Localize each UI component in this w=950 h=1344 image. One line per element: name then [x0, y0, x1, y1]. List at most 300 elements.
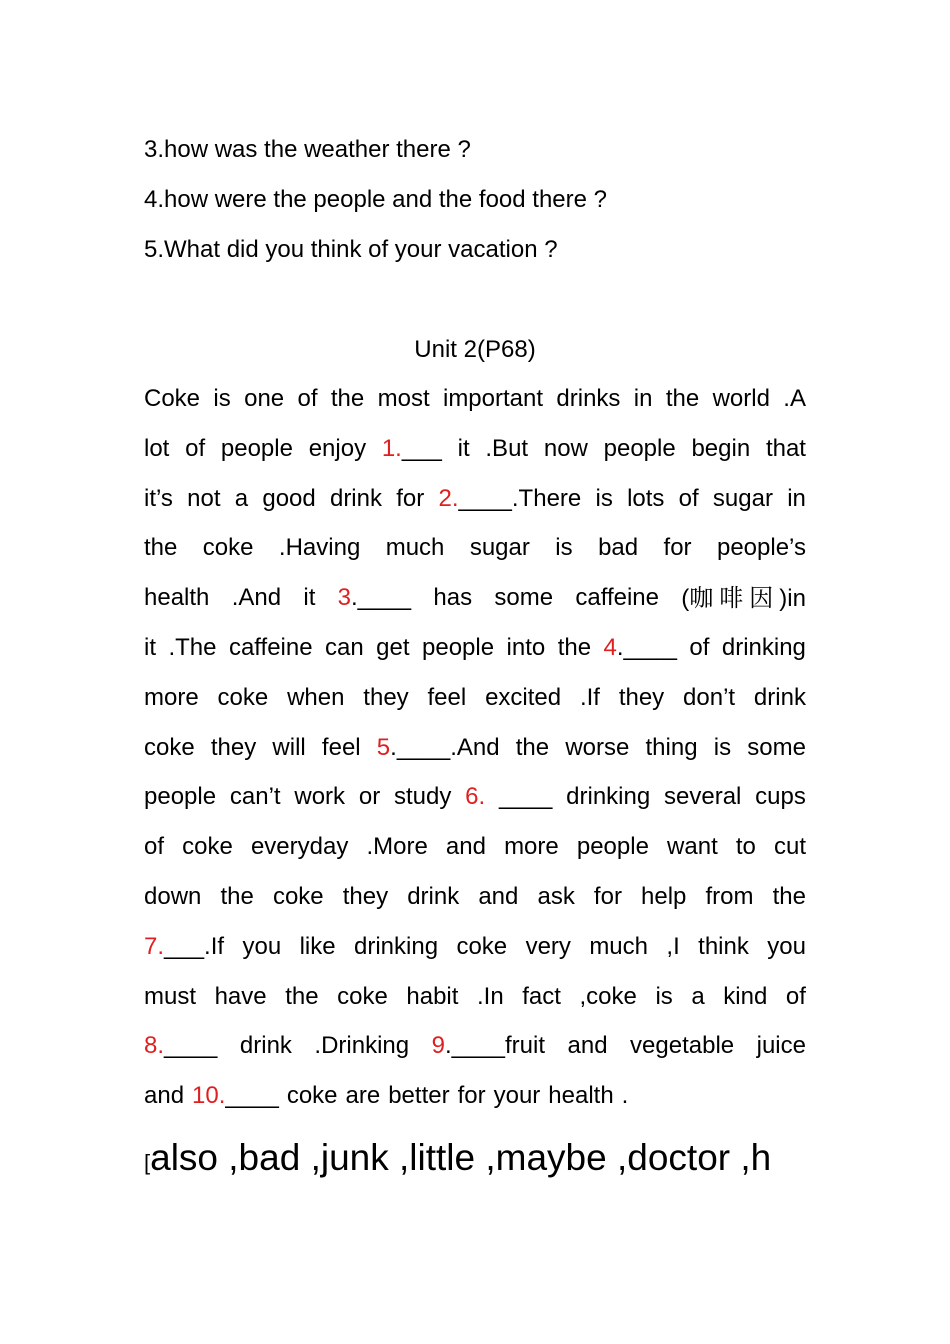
word-text: work — [294, 783, 346, 811]
word-text: can — [325, 633, 364, 661]
word-text: is — [213, 385, 231, 412]
blank-number: 2. — [438, 484, 459, 512]
word-text: drink — [407, 882, 460, 910]
passage-word — [604, 432, 676, 466]
passage-word — [456, 930, 507, 964]
word-text: .A — [783, 385, 806, 412]
passage-line — [144, 681, 806, 731]
word-text: coke — [217, 683, 269, 711]
passage-word — [594, 880, 622, 914]
passage-word — [713, 382, 770, 416]
passage-word — [714, 731, 731, 765]
passage-word — [507, 631, 546, 665]
passage-word — [477, 980, 504, 1014]
blank-number: 6. — [465, 783, 486, 811]
passage-word — [376, 631, 409, 665]
word-text: drinks — [556, 385, 621, 412]
passage-word — [717, 531, 806, 565]
passage-word — [773, 880, 806, 914]
passage-word — [596, 482, 613, 516]
passage-line — [144, 880, 806, 930]
passage-word — [556, 382, 620, 416]
word-text: kind — [723, 982, 768, 1010]
word-text: coke — [456, 932, 508, 960]
passage-word — [622, 1079, 629, 1113]
passage-word — [619, 681, 664, 715]
word-text: ( — [681, 585, 690, 613]
word-text: drinking — [354, 932, 439, 960]
passage-word — [272, 731, 305, 765]
word-text: ____ — [225, 1082, 279, 1110]
passage-line — [144, 432, 806, 482]
word-text: .____fruit — [444, 1032, 546, 1060]
word-text: thing — [645, 733, 698, 761]
word-text: .The — [168, 633, 217, 661]
word-text: ,coke — [579, 982, 637, 1010]
word-bank-bracket: [ — [144, 1150, 151, 1175]
passage-word — [443, 382, 543, 416]
word-text: of — [678, 484, 699, 512]
blank-number: 4 — [603, 633, 617, 661]
passage-word — [230, 780, 281, 814]
word-text: of — [785, 982, 806, 1010]
passage-word — [667, 830, 718, 864]
passage-word — [144, 830, 164, 864]
word-text: ask — [537, 882, 575, 910]
word-text: health — [548, 1082, 614, 1110]
word-text: good — [262, 484, 316, 512]
word-text: people — [576, 833, 649, 861]
passage-line — [144, 382, 806, 432]
word-text: is — [713, 733, 732, 761]
passage-word — [240, 1029, 292, 1063]
passage-word — [548, 1079, 613, 1113]
word-text: can’t — [229, 783, 281, 811]
passage-word — [698, 930, 749, 964]
passage-line — [144, 1079, 806, 1129]
word-text: like — [299, 932, 336, 960]
passage-word — [144, 482, 173, 516]
word-text: begin — [691, 434, 751, 462]
passage-word — [526, 930, 571, 964]
passage-word — [262, 482, 315, 516]
passage-word — [203, 531, 254, 565]
blank-number: 8. — [144, 1032, 165, 1060]
passage-word — [388, 1079, 449, 1113]
word-text: you — [242, 932, 282, 960]
passage-word — [144, 731, 195, 765]
passage-line — [144, 631, 806, 681]
word-text: for — [593, 882, 622, 910]
passage-line — [144, 531, 806, 581]
passage-word — [144, 780, 216, 814]
word-text: better — [388, 1082, 450, 1110]
passage-word — [634, 382, 653, 416]
word-text: sugar — [712, 484, 773, 512]
passage-word — [516, 731, 549, 765]
word-text: ____ — [498, 783, 553, 811]
passage-word — [458, 432, 470, 466]
unit-title: Unit 2(P68) — [414, 336, 536, 363]
passage-word — [235, 482, 248, 516]
passage-word — [787, 482, 806, 516]
blank-number: 3 — [337, 584, 352, 612]
passage-word — [215, 980, 267, 1014]
blank-number: 9 — [431, 1032, 445, 1060]
passage-word — [354, 930, 438, 964]
passage-word — [627, 482, 664, 516]
word-text: important — [442, 385, 544, 412]
passage-word — [485, 681, 561, 715]
passage-word — [666, 382, 699, 416]
passage-word — [309, 432, 366, 466]
word-text: from — [705, 882, 754, 910]
passage-word — [691, 432, 750, 466]
passage-word — [394, 780, 451, 814]
word-text: to — [735, 833, 756, 861]
passage-word — [565, 731, 629, 765]
word-text: habit — [406, 982, 459, 1010]
passage-word — [458, 1079, 486, 1113]
passage-word — [646, 731, 698, 765]
passage-word — [221, 432, 293, 466]
word-text: are — [345, 1082, 381, 1110]
word-text: .In — [477, 982, 504, 1010]
passage-word — [185, 432, 205, 466]
passage-word — [337, 980, 388, 1014]
word-text: .____.And — [390, 733, 500, 761]
passage-line — [144, 1029, 806, 1079]
passage-word — [144, 880, 201, 914]
word-text: .If — [579, 683, 600, 711]
word-text: coke — [202, 534, 254, 562]
word-text: they — [618, 683, 665, 711]
passage-word — [144, 581, 209, 615]
word-text: .And — [231, 584, 282, 612]
passage-word — [144, 1029, 217, 1063]
word-text: people — [144, 783, 217, 811]
word-text: for — [396, 484, 425, 512]
word-text: it’s — [144, 484, 173, 512]
word-text: down — [144, 882, 202, 910]
word-text: they — [342, 882, 389, 910]
word-text: caffeine — [228, 633, 313, 661]
word-text: coke — [337, 982, 388, 1010]
word-text: . — [621, 1082, 629, 1110]
word-text: coke — [144, 733, 195, 761]
word-text: ____ — [164, 1032, 218, 1060]
passage-word — [144, 930, 224, 964]
word-text: of — [144, 833, 165, 861]
word-text: most — [377, 385, 430, 412]
passage-word — [251, 830, 348, 864]
passage-line — [144, 930, 806, 980]
passage-word — [144, 531, 177, 565]
question-3: 3.how was the weather there ? — [144, 136, 471, 163]
passage-word — [465, 780, 485, 814]
passage-word — [366, 830, 427, 864]
passage-word — [433, 581, 472, 615]
word-text: has — [433, 584, 473, 612]
word-text: the — [772, 882, 806, 910]
word-text: the — [557, 633, 592, 661]
word-text: the — [220, 882, 254, 910]
passage-word — [666, 930, 679, 964]
passage-word — [555, 531, 572, 565]
word-text: now — [543, 434, 588, 462]
word-text: drinking — [721, 633, 806, 661]
passage-word — [279, 531, 360, 565]
word-text: much — [385, 534, 445, 562]
passage-word — [432, 1029, 545, 1063]
word-text: coke — [182, 833, 233, 861]
word-text: is — [655, 982, 673, 1010]
passage-word — [218, 681, 269, 715]
passage-word — [330, 482, 382, 516]
passage-word — [331, 382, 364, 416]
passage-word — [544, 432, 588, 466]
passage-word — [683, 681, 735, 715]
passage-word — [558, 631, 591, 665]
word-text: .Having — [278, 534, 361, 562]
passage-word — [757, 1029, 806, 1063]
word-text: and — [445, 833, 486, 861]
passage-word — [287, 1079, 338, 1113]
passage-word — [598, 531, 638, 565]
word-text: of — [185, 434, 206, 462]
passage-word — [300, 930, 336, 964]
passage-line — [144, 780, 806, 830]
passage-word — [232, 581, 281, 615]
passage-word — [303, 581, 315, 615]
passage-word — [786, 980, 806, 1014]
word-text: ___ — [401, 434, 442, 462]
word-text: the — [665, 385, 700, 412]
passage-word — [285, 980, 318, 1014]
word-text: drinking — [566, 783, 651, 811]
word-text: in — [787, 484, 806, 512]
word-text: it — [457, 434, 470, 462]
passage-word — [386, 531, 445, 565]
passage-word — [713, 482, 773, 516]
passage-word — [494, 581, 553, 615]
word-text: ___.If — [164, 932, 225, 960]
word-text: they — [363, 683, 409, 711]
word-text: some — [747, 733, 806, 761]
passage-word — [774, 830, 806, 864]
word-text: ,I — [666, 932, 680, 960]
passage-word — [575, 581, 659, 615]
passage-word — [438, 482, 581, 516]
word-text: people — [422, 633, 495, 661]
passage-word — [298, 382, 318, 416]
passage-word — [689, 631, 709, 665]
passage-word — [182, 830, 233, 864]
passage-word — [144, 631, 156, 665]
word-text: more — [504, 833, 559, 861]
word-text: get — [376, 633, 410, 661]
word-text: worse — [565, 733, 630, 761]
passage-word — [428, 681, 467, 715]
word-text: your — [493, 1082, 541, 1110]
passage-word — [144, 681, 199, 715]
blank-number: 10. — [192, 1082, 226, 1110]
word-text: drink — [753, 683, 806, 711]
word-text: more — [144, 683, 199, 711]
word-text: not — [187, 484, 221, 512]
passage-word — [144, 1079, 184, 1113]
passage-word — [446, 830, 486, 864]
word-text: want — [667, 833, 718, 861]
word-text: .But — [485, 434, 529, 462]
blank-number: 1. — [381, 434, 402, 462]
passage-word — [736, 830, 756, 864]
word-text: of — [297, 385, 318, 412]
passage-word — [664, 531, 692, 565]
passage-word — [144, 382, 200, 416]
passage-word — [378, 382, 430, 416]
passage-word — [767, 930, 806, 964]
passage-word — [568, 1029, 608, 1063]
passage-word — [144, 432, 169, 466]
word-text: the — [330, 385, 365, 412]
word-text: lots — [627, 484, 665, 512]
passage-word — [755, 780, 806, 814]
passage-line — [144, 731, 806, 781]
word-text: is — [595, 484, 613, 512]
passage-word — [679, 482, 699, 516]
passage-word — [406, 980, 458, 1014]
word-text: lot — [144, 434, 170, 462]
word-text: health — [144, 584, 210, 612]
word-text: caffeine — [575, 584, 659, 612]
passage-word — [338, 581, 411, 615]
passage-word — [187, 482, 220, 516]
passage-word — [783, 382, 806, 416]
word-text: you — [767, 932, 806, 960]
word-text: the — [285, 982, 319, 1010]
word-text: must — [144, 982, 197, 1010]
word-text: and — [567, 1032, 608, 1060]
passage-word — [213, 382, 230, 416]
passage-word — [144, 980, 196, 1014]
word-text: and — [478, 882, 519, 910]
word-text: feel — [427, 683, 467, 711]
word-text: some — [494, 584, 554, 612]
word-text: people’s — [716, 534, 806, 562]
word-text: help — [641, 882, 687, 910]
word-text: coke — [286, 1082, 338, 1110]
word-text: people — [603, 434, 676, 462]
passage-word — [641, 880, 686, 914]
passage-word — [580, 980, 637, 1014]
word-text: very — [525, 932, 571, 960]
word-text: juice — [756, 1032, 806, 1060]
word-text: for — [457, 1082, 486, 1110]
passage-word — [244, 382, 284, 416]
passage-word — [192, 1079, 279, 1113]
passage-line — [144, 581, 806, 631]
word-text: they — [210, 733, 257, 761]
passage-word — [630, 1029, 734, 1063]
passage-line — [144, 482, 806, 532]
passage-word — [363, 681, 408, 715]
passage-line — [144, 980, 806, 1030]
word-text: .More — [366, 833, 428, 861]
passage-word — [377, 731, 500, 765]
passage-word — [747, 731, 806, 765]
word-bank — [144, 1133, 806, 1183]
word-text: one — [244, 385, 285, 412]
passage-word — [577, 830, 649, 864]
word-text: several — [664, 783, 742, 811]
word-text: into — [506, 633, 546, 661]
word-text: )in — [779, 585, 806, 613]
word-text: have — [214, 982, 267, 1010]
word-text: everyday — [250, 833, 349, 861]
passage-word — [287, 681, 344, 715]
word-text: people — [220, 434, 293, 462]
passage-word — [322, 731, 361, 765]
word-text: cut — [773, 833, 806, 861]
word-text: cups — [755, 783, 806, 811]
word-text: feel — [321, 733, 361, 761]
blank-number: 7. — [144, 932, 165, 960]
word-text: the — [144, 534, 178, 562]
word-text: will — [272, 733, 306, 761]
word-text: fact — [522, 982, 561, 1010]
word-text: when — [287, 683, 345, 711]
passage-word — [499, 780, 552, 814]
passage-word — [580, 681, 600, 715]
passage-word — [589, 930, 648, 964]
passage-word — [722, 631, 806, 665]
word-text: it — [303, 584, 316, 612]
passage-word — [494, 1079, 541, 1113]
passage-word — [343, 880, 388, 914]
word-text: a — [234, 484, 249, 512]
word-text: vegetable — [630, 1032, 735, 1060]
passage-word — [359, 780, 380, 814]
question-5: 5.What did you think of your vacation ? — [144, 236, 558, 263]
passage-paragraph — [144, 382, 806, 1129]
passage-word — [681, 581, 806, 616]
word-text: in — [633, 385, 653, 412]
word-text: of — [689, 633, 710, 661]
passage-word — [522, 980, 561, 1014]
word-text: for — [663, 534, 692, 562]
word-text: excited — [485, 683, 562, 711]
word-text: drink — [329, 484, 382, 512]
word-text: study — [393, 783, 452, 811]
passage-word — [325, 631, 364, 665]
passage-word — [422, 631, 494, 665]
passage-word — [485, 432, 528, 466]
word-text: or — [358, 783, 381, 811]
word-text: bad — [598, 534, 639, 562]
passage-word — [664, 780, 741, 814]
passage-word — [168, 631, 216, 665]
passage-word — [566, 780, 650, 814]
word-text: the — [515, 733, 550, 761]
word-text: a — [691, 982, 705, 1010]
passage-word — [655, 980, 672, 1014]
passage-line — [144, 830, 806, 880]
word-text: much — [589, 932, 648, 960]
passage-word — [229, 631, 313, 665]
passage-word — [396, 482, 424, 516]
passage-word — [382, 432, 442, 466]
